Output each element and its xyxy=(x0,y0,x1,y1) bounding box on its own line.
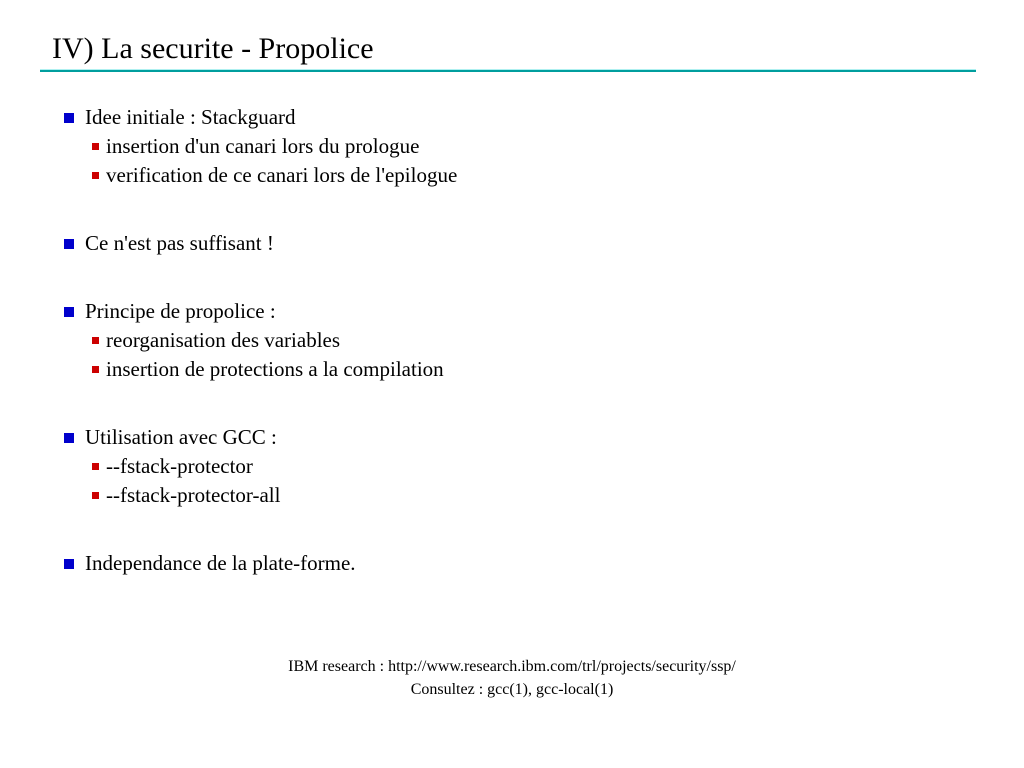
red-square-bullet-icon xyxy=(92,337,99,344)
blue-square-bullet-icon xyxy=(64,433,74,443)
slide-footer xyxy=(0,655,1024,701)
bullet-item xyxy=(64,423,457,452)
bullet-item xyxy=(64,297,457,326)
sub-bullet-text: --fstack-protector xyxy=(106,454,253,478)
red-square-bullet-icon xyxy=(92,172,99,179)
sub-bullet-item xyxy=(92,161,457,190)
red-square-bullet-icon xyxy=(92,463,99,470)
sub-bullet-text: --fstack-protector-all xyxy=(106,483,281,507)
footer-reference-url: IBM research : http://www.research.ibm.com/trl/projects/security/ssp/ xyxy=(288,658,736,675)
bullet-group xyxy=(64,229,457,258)
sub-bullet-text: reorganisation des variables xyxy=(106,328,341,352)
sub-bullet-item xyxy=(92,355,457,384)
bullet-group xyxy=(64,549,457,578)
bullet-text: Principe de propolice : xyxy=(85,299,276,323)
footer-manpage-reference: Consultez : gcc(1), gcc-local(1) xyxy=(410,681,614,698)
bullet-list xyxy=(64,103,457,617)
blue-square-bullet-icon xyxy=(64,559,74,569)
bullet-group xyxy=(64,103,457,190)
sub-bullet-text: verification de ce canari lors de l'epilogue xyxy=(106,163,458,187)
bullet-item xyxy=(64,229,457,258)
slide-title: IV) La securite - Propolice xyxy=(52,32,374,65)
bullet-text: Utilisation avec GCC : xyxy=(85,425,277,449)
red-square-bullet-icon xyxy=(92,143,99,150)
bullet-text: Ce n'est pas suffisant ! xyxy=(85,231,274,255)
blue-square-bullet-icon xyxy=(64,239,74,249)
sub-bullet-text: insertion d'un canari lors du prologue xyxy=(106,134,420,158)
title-underline-rule xyxy=(40,69,976,72)
bullet-group xyxy=(64,297,457,384)
red-square-bullet-icon xyxy=(92,492,99,499)
bullet-item xyxy=(64,103,457,132)
blue-square-bullet-icon xyxy=(64,113,74,123)
bullet-item xyxy=(64,549,457,578)
sub-bullet-item xyxy=(92,452,457,481)
bullet-text: Idee initiale : Stackguard xyxy=(85,105,296,129)
sub-bullet-item xyxy=(92,326,457,355)
bullet-group xyxy=(64,423,457,510)
red-square-bullet-icon xyxy=(92,366,99,373)
sub-bullet-item xyxy=(92,132,457,161)
sub-bullet-item xyxy=(92,481,457,510)
bullet-text: Independance de la plate-forme. xyxy=(85,551,356,575)
sub-bullet-text: insertion de protections a la compilation xyxy=(106,357,444,381)
blue-square-bullet-icon xyxy=(64,307,74,317)
